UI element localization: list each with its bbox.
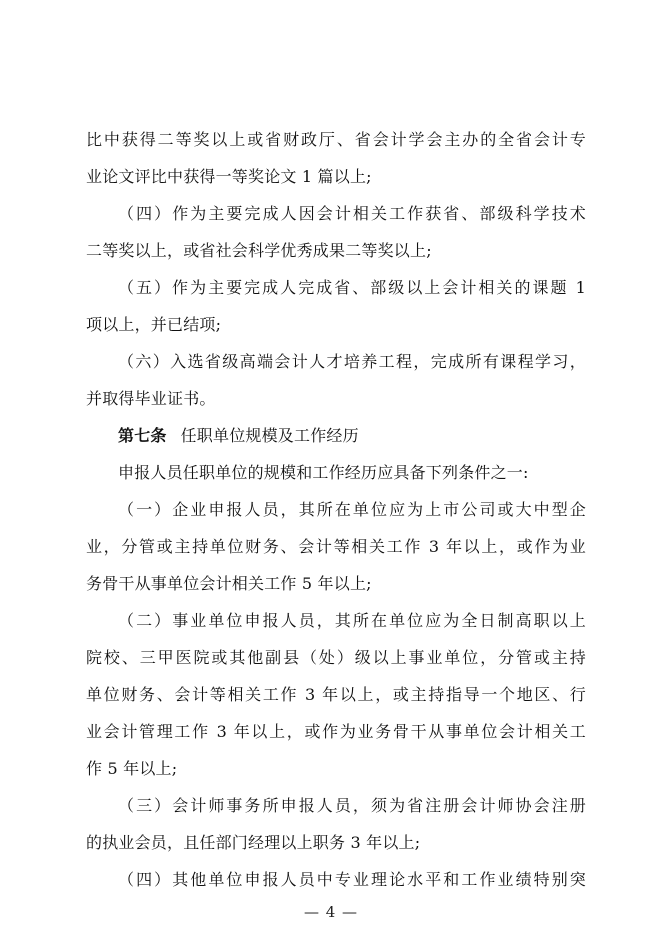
text-line: 项以上，并已结项; — [86, 315, 222, 334]
article-title: 任职单位规模及工作经历 — [180, 426, 359, 445]
text-line: 申报人员任职单位的规模和工作经历应具备下列条件之一: — [118, 463, 529, 482]
text-line: （三）会计师事务所申报人员，须为省注册会计师协会注册 — [118, 796, 586, 815]
text-line: 务骨干从事单位会计相关工作 5 年以上; — [86, 574, 372, 593]
page-number: — 4 — — [303, 903, 359, 921]
text-line: （二）事业单位申报人员，其所在单位应为全日制高职以上 — [118, 611, 586, 630]
text-line: 的执业会员，且任部门经理以上职务 3 年以上; — [86, 833, 421, 852]
text-line: （一）企业申报人员，其所在单位应为上市公司或大中型企 — [118, 500, 586, 519]
text-line: 二等奖以上，或省社会科学优秀成果二等奖以上; — [86, 241, 432, 260]
text-line: 院校、三甲医院或其他副县（处）级以上事业单位，分管或主持 — [86, 648, 586, 667]
text-line: （六）入选省级高端会计人才培养工程，完成所有课程学习， — [118, 352, 586, 371]
text-line: 业会计管理工作 3 年以上，或作为业务骨干从事单位会计相关工 — [86, 722, 586, 741]
text-line: 作 5 年以上; — [86, 759, 178, 778]
text-line: （四）其他单位申报人员中专业理论水平和工作业绩特别突 — [118, 870, 586, 889]
text-line: 并取得毕业证书。 — [86, 389, 216, 408]
article-heading — [118, 422, 586, 450]
text-line: 比中获得二等奖以上或省财政厅、省会计学会主办的全省会计专 — [86, 130, 586, 149]
article-number: 第七条 — [118, 426, 167, 445]
text-line: 业论文评比中获得一等奖论文 1 篇以上; — [86, 167, 372, 186]
text-line: （四）作为主要完成人因会计相关工作获省、部级科学技术 — [118, 204, 586, 223]
text-line: 单位财务、会计等相关工作 3 年以上，或主持指导一个地区、行 — [86, 685, 586, 704]
text-line: （五）作为主要完成人完成省、部级以上会计相关的课题 1 — [118, 278, 586, 297]
text-line: 业，分管或主持单位财务、会计等相关工作 3 年以上，或作为业 — [86, 537, 586, 556]
